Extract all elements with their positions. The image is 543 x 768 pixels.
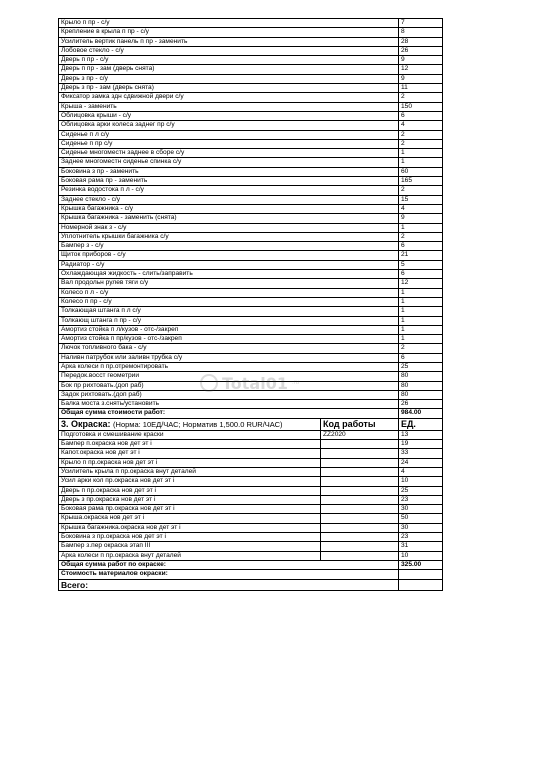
work-description: Бампер з - с/у [59, 242, 399, 251]
work-description: Дверь п пр - с/у [59, 56, 399, 65]
work-units: 6 [399, 353, 443, 362]
work-description: Колесо п л - с/у [59, 288, 399, 297]
work-units: 1 [399, 223, 443, 232]
work-description: Бок пр рихтовать.(доп раб) [59, 381, 399, 390]
paint-row [59, 449, 443, 458]
work-row [59, 344, 443, 353]
work-units: 2 [399, 186, 443, 195]
work-units: 15 [399, 195, 443, 204]
work-description: Крышка багажника - с/у [59, 204, 399, 213]
work-units: 4 [399, 121, 443, 130]
paint-units: 50 [399, 514, 443, 523]
paint-description: Крыша.окраска нов дет эт i [59, 514, 321, 523]
watermark-text: Total01 [222, 373, 288, 393]
work-row [59, 372, 443, 381]
work-description: Фиксатор замка здн сдвижной двери с/у [59, 93, 399, 102]
work-description: Заднее многоместн сиденье спинка с/у [59, 158, 399, 167]
paint-description: Подготовка и смешивание краски [59, 430, 321, 439]
work-row [59, 400, 443, 409]
work-row [59, 316, 443, 325]
work-description: Щиток приборов - с/у [59, 251, 399, 260]
paint-code [321, 477, 399, 486]
work-row [59, 353, 443, 362]
work-units: 28 [399, 37, 443, 46]
paint-units: 23 [399, 495, 443, 504]
work-units: 9 [399, 214, 443, 223]
paint-units: 31 [399, 542, 443, 551]
work-units: 26 [399, 400, 443, 409]
paint-norm-text: (Норма: 10ЕД/ЧАС; Норматив 1,500.0 RUR/ЧАС) [113, 419, 283, 429]
work-row [59, 121, 443, 130]
paint-description: Боковая рама пр.окраска нов дет эт i [59, 505, 321, 514]
work-description: Арка колеси п пр.отремонтировать [59, 362, 399, 371]
paint-code: ZZ2020 [321, 430, 399, 439]
paint-units: 10 [399, 477, 443, 486]
paint-description: Дверь з пр.окраска нов дет эт i [59, 495, 321, 504]
paint-code-header: Код работы [321, 418, 399, 430]
work-units: 80 [399, 390, 443, 399]
work-row [59, 186, 443, 195]
work-row [59, 381, 443, 390]
work-description: Дверь з пр - с/у [59, 74, 399, 83]
work-row [59, 390, 443, 399]
work-description: Крыша - заменить [59, 102, 399, 111]
work-row [59, 102, 443, 111]
work-description: Уплотнитель крышки багажника с/у [59, 232, 399, 241]
work-description: Охлаждающая жидкость - слить/заправить [59, 270, 399, 279]
work-units: 9 [399, 74, 443, 83]
work-units: 12 [399, 65, 443, 74]
work-row [59, 177, 443, 186]
paint-units: 23 [399, 533, 443, 542]
work-units: 5 [399, 260, 443, 269]
work-units: 1 [399, 307, 443, 316]
paint-row [59, 467, 443, 476]
paint-code [321, 523, 399, 532]
materials-value [399, 570, 443, 579]
work-description: Толкающая штанга п л с/у [59, 307, 399, 316]
paint-code [321, 440, 399, 449]
paint-row [59, 505, 443, 514]
work-units: 26 [399, 46, 443, 55]
paint-row [59, 523, 443, 532]
work-description: Балка моста з.снять/установить [59, 400, 399, 409]
work-units: 1 [399, 316, 443, 325]
paint-units: 13 [399, 430, 443, 439]
work-description: Передок.восст геометрии [59, 372, 399, 381]
work-row [59, 93, 443, 102]
work-units: 1 [399, 288, 443, 297]
work-row [59, 325, 443, 334]
work-row [59, 223, 443, 232]
paint-row [59, 533, 443, 542]
work-description: Номерной знак з - с/у [59, 223, 399, 232]
work-row [59, 214, 443, 223]
paint-section-title: 3. Окраска: [61, 418, 111, 429]
work-units: 1 [399, 158, 443, 167]
work-row [59, 111, 443, 120]
work-units: 80 [399, 381, 443, 390]
work-row [59, 158, 443, 167]
work-description: Вал продольн рулев тяги с/у [59, 279, 399, 288]
paint-row [59, 486, 443, 495]
paint-code [321, 449, 399, 458]
paint-row [59, 495, 443, 504]
work-description: Резинка водостока п л - с/у [59, 186, 399, 195]
work-units: 1 [399, 297, 443, 306]
work-row [59, 139, 443, 148]
work-description: Лючок топливного бака - с/у [59, 344, 399, 353]
work-units: 1 [399, 335, 443, 344]
work-description: Сиденье многоместн заднее в сборе с/у [59, 149, 399, 158]
work-description: Колесо п пр - с/у [59, 297, 399, 306]
work-row [59, 232, 443, 241]
work-units: 2 [399, 139, 443, 148]
work-row [59, 56, 443, 65]
paint-description: Арка колеси п пр.окраска внут деталей [59, 551, 321, 560]
work-row [59, 288, 443, 297]
work-units: 21 [399, 251, 443, 260]
work-row [59, 28, 443, 37]
work-row [59, 362, 443, 371]
work-units: 7 [399, 19, 443, 28]
work-row [59, 297, 443, 306]
work-row [59, 65, 443, 74]
work-description: Заднее стекло - с/у [59, 195, 399, 204]
paint-units: 30 [399, 523, 443, 532]
paint-total-row [59, 560, 443, 569]
materials-label: Стоимость материалов окраски: [59, 570, 399, 579]
paint-code [321, 467, 399, 476]
work-units: 165 [399, 177, 443, 186]
work-description: Усилитель вертик панель п пр - заменить [59, 37, 399, 46]
grand-total-value [399, 579, 443, 590]
work-description: Дверь з пр - зам (дверь снята) [59, 84, 399, 93]
work-total-value: 984.00 [399, 409, 443, 418]
paint-code [321, 533, 399, 542]
work-row [59, 130, 443, 139]
work-description: Наливн патрубок или заливн трубка с/у [59, 353, 399, 362]
work-row [59, 251, 443, 260]
paint-code [321, 551, 399, 560]
paint-description: Дверь п пр.окраска нов дет эт i [59, 486, 321, 495]
grand-total-label: Всего: [59, 579, 399, 590]
work-units: 2 [399, 344, 443, 353]
paint-units: 4 [399, 467, 443, 476]
work-row [59, 37, 443, 46]
work-description: Крыло п пр - с/у [59, 19, 399, 28]
paint-units: 24 [399, 458, 443, 467]
document-page [58, 18, 442, 591]
work-units: 11 [399, 84, 443, 93]
work-units: 9 [399, 56, 443, 65]
work-units: 60 [399, 167, 443, 176]
work-row [59, 84, 443, 93]
work-description: Амортиз стойка п пр/кузов - отс-/закреп [59, 335, 399, 344]
work-description: Дверь п пр - зам (дверь снята) [59, 65, 399, 74]
grand-total-row [59, 579, 443, 590]
work-description: Лобовое стекло - с/у [59, 46, 399, 55]
work-row [59, 195, 443, 204]
work-description: Боковина з пр - заменить [59, 167, 399, 176]
paint-units: 25 [399, 486, 443, 495]
work-units: 1 [399, 325, 443, 334]
work-units: 12 [399, 279, 443, 288]
paint-total-value: 325.00 [399, 560, 443, 569]
paint-description: Бампер з.пер окраска этап III [59, 542, 321, 551]
paint-unit-header: ЕД. [399, 418, 443, 430]
work-row [59, 242, 443, 251]
work-row [59, 149, 443, 158]
work-units: 25 [399, 362, 443, 371]
materials-row [59, 570, 443, 579]
paint-code [321, 495, 399, 504]
work-row [59, 19, 443, 28]
work-units: 6 [399, 242, 443, 251]
estimate-table [58, 18, 443, 591]
work-units: 2 [399, 93, 443, 102]
paint-row [59, 440, 443, 449]
work-total-label: Общая сумма стоимости работ: [59, 409, 399, 418]
work-rows [59, 19, 443, 409]
work-description: Облицовка арки колеса заднег пр с/у [59, 121, 399, 130]
work-row [59, 307, 443, 316]
work-description: Радиатор - с/у [59, 260, 399, 269]
paint-description: Усил арки кол пр.окраска нов дет эт i [59, 477, 321, 486]
work-units: 150 [399, 102, 443, 111]
paint-description: Крышка багажника.окраска нов дет эт i [59, 523, 321, 532]
paint-row [59, 542, 443, 551]
work-description: Сиденье п пр с/у [59, 139, 399, 148]
paint-row [59, 430, 443, 439]
work-description: Сиденье п л с/у [59, 130, 399, 139]
watermark-sub: .ru [291, 380, 299, 386]
work-row [59, 46, 443, 55]
work-description: Толкающ штанга п пр - с/у [59, 316, 399, 325]
paint-row [59, 514, 443, 523]
paint-units: 30 [399, 505, 443, 514]
paint-code [321, 514, 399, 523]
work-description: Крышка багажника - заменить (снята) [59, 214, 399, 223]
paint-row [59, 458, 443, 467]
work-description: Задок рихтовать.(доп раб) [59, 390, 399, 399]
work-description: Облицовка крыши - с/у [59, 111, 399, 120]
paint-description: Крыло п пр.окраска нов дет эт i [59, 458, 321, 467]
paint-description: Бампер п.окраска нов дет эт i [59, 440, 321, 449]
work-description: Амортиз стойка п л/кузов - отс-/закреп [59, 325, 399, 334]
paint-row [59, 477, 443, 486]
paint-description: Боковина з пр.окраска нов дет эт i [59, 533, 321, 542]
paint-code [321, 542, 399, 551]
work-row [59, 204, 443, 213]
work-description: Боковая рама пр - заменить [59, 177, 399, 186]
paint-code [321, 458, 399, 467]
work-row [59, 74, 443, 83]
paint-description: Капот.окраска нов дет эт i [59, 449, 321, 458]
work-units: 2 [399, 232, 443, 241]
paint-code [321, 505, 399, 514]
paint-section-title-cell [59, 418, 321, 430]
paint-code [321, 486, 399, 495]
paint-total-label: Общая сумма работ по окраске: [59, 560, 399, 569]
work-units: 6 [399, 111, 443, 120]
paint-units: 19 [399, 440, 443, 449]
work-units: 6 [399, 270, 443, 279]
work-total-row [59, 409, 443, 418]
work-row [59, 260, 443, 269]
work-units: 80 [399, 372, 443, 381]
work-units: 1 [399, 149, 443, 158]
work-row [59, 270, 443, 279]
work-units: 4 [399, 204, 443, 213]
paint-units: 10 [399, 551, 443, 560]
paint-section-header [59, 418, 443, 430]
work-row [59, 167, 443, 176]
work-row [59, 279, 443, 288]
work-units: 8 [399, 28, 443, 37]
paint-row [59, 551, 443, 560]
work-units: 2 [399, 130, 443, 139]
work-row [59, 335, 443, 344]
paint-description: Усилитель крыла п пр.окраска внут деталей [59, 467, 321, 476]
work-description: Крепление в крыла п пр - с/у [59, 28, 399, 37]
paint-units: 33 [399, 449, 443, 458]
paint-rows [59, 430, 443, 560]
